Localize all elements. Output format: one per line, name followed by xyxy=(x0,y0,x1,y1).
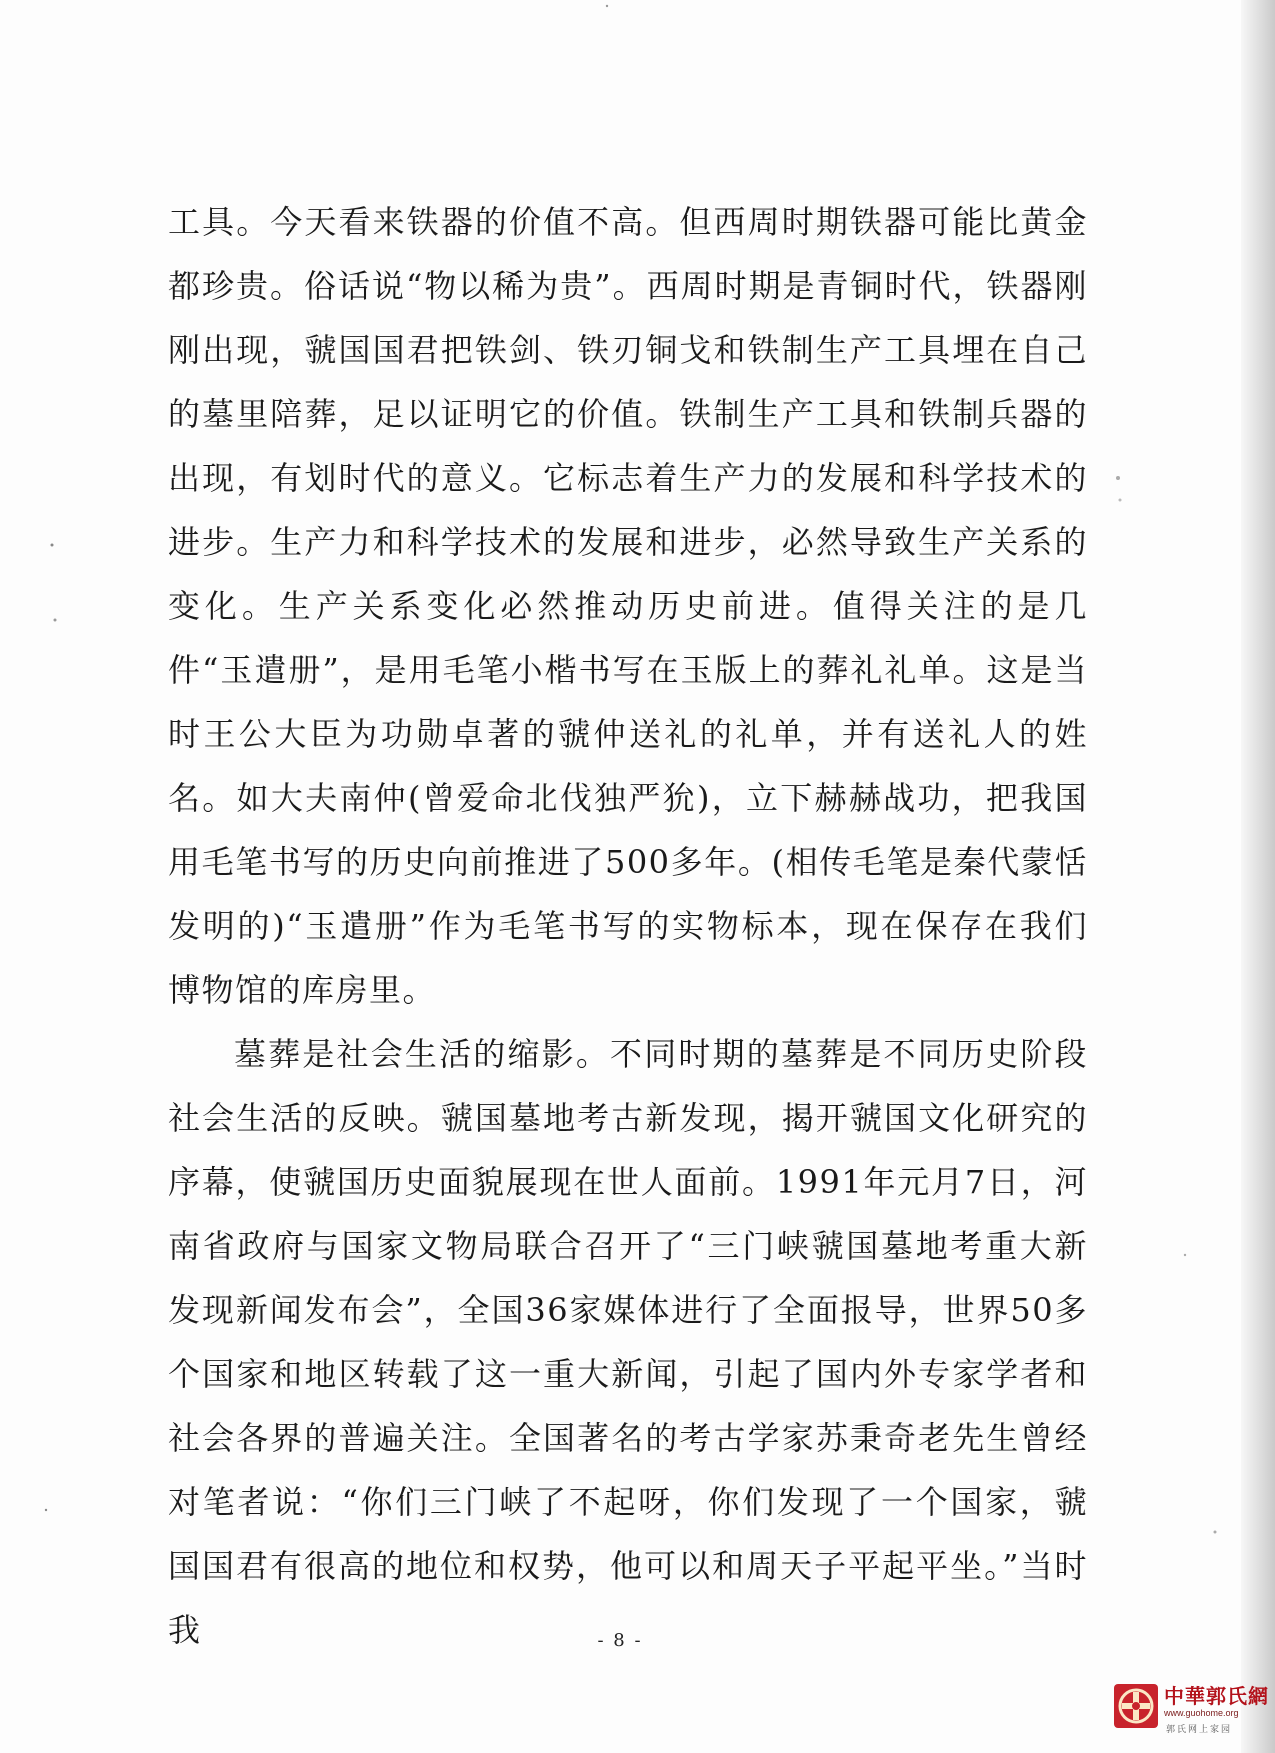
watermark-subtitle: 郭氏网上家园 xyxy=(1166,1725,1233,1735)
watermark-url: www.guohome.org xyxy=(1164,1708,1239,1718)
paragraph-iron-tools: 工具。今天看来铁器的价值不高。但西周时期铁器可能比黄金都珍贵。俗话说“物以稀为贵”。西周时期是青铜时代，铁器刚刚出现，虢国国君把铁剑、铁刃铜戈和铁制生产工具埋在自己的墓里陪葬，足以证明它的价值。铁制生产工具和铁制兵器的出现，有划时代的意义。它标志着生产力的发展和科学技术的进步。生产力和科学技术的发展和进步，必然导致生产关系的变化。生产关系变化必然推动历史前进。值得关注的是几件“玉遣册”，是用毛笔小楷书写在玉版上的葬礼礼单。这是当时王公大臣为功勋卓著的虢仲送礼的礼单，并有送礼人的姓名。如大夫南仲(曾爱命北伐独严狁)，立下赫赫战功，把我国用毛笔书写的历史向前推进了500多年。(相传毛笔是秦代蒙恬发明的)“玉遣册”作为毛笔书写的实物标本，现在保存在我们博物馆的库房里。 xyxy=(168,203,1088,1009)
document-body xyxy=(168,190,1088,1662)
watermark-title: 中華郭氏網 xyxy=(1164,1684,1269,1708)
guohome-logo-icon xyxy=(1112,1682,1160,1730)
paragraph-tomb-discovery: 墓葬是社会生活的缩影。不同时期的墓葬是不同历史阶段社会生活的反映。虢国墓地考古新发现，揭开虢国文化研究的序幕，使虢国历史面貌展现在世人面前。1991年元月7日，河南省政府与国家文物局联合召开了“三门峡虢国墓地考重大新发现新闻发布会”，全国36家媒体进行了全面报导，世界50多个国家和地区转载了这一重大新闻，引起了国内外专家学者和社会各界的普遍关注。全国著名的考古学家苏秉奇老先生曾经对笔者说：“你们三门峡了不起呀，你们发现了一个国家，虢国国君有很高的地位和权势，他可以和周天子平起平坐。”当时我 xyxy=(168,1035,1088,1649)
page-edge-shadow xyxy=(1241,0,1275,1753)
page-number: - 8 - xyxy=(597,1630,643,1651)
site-watermark xyxy=(1112,1678,1272,1750)
